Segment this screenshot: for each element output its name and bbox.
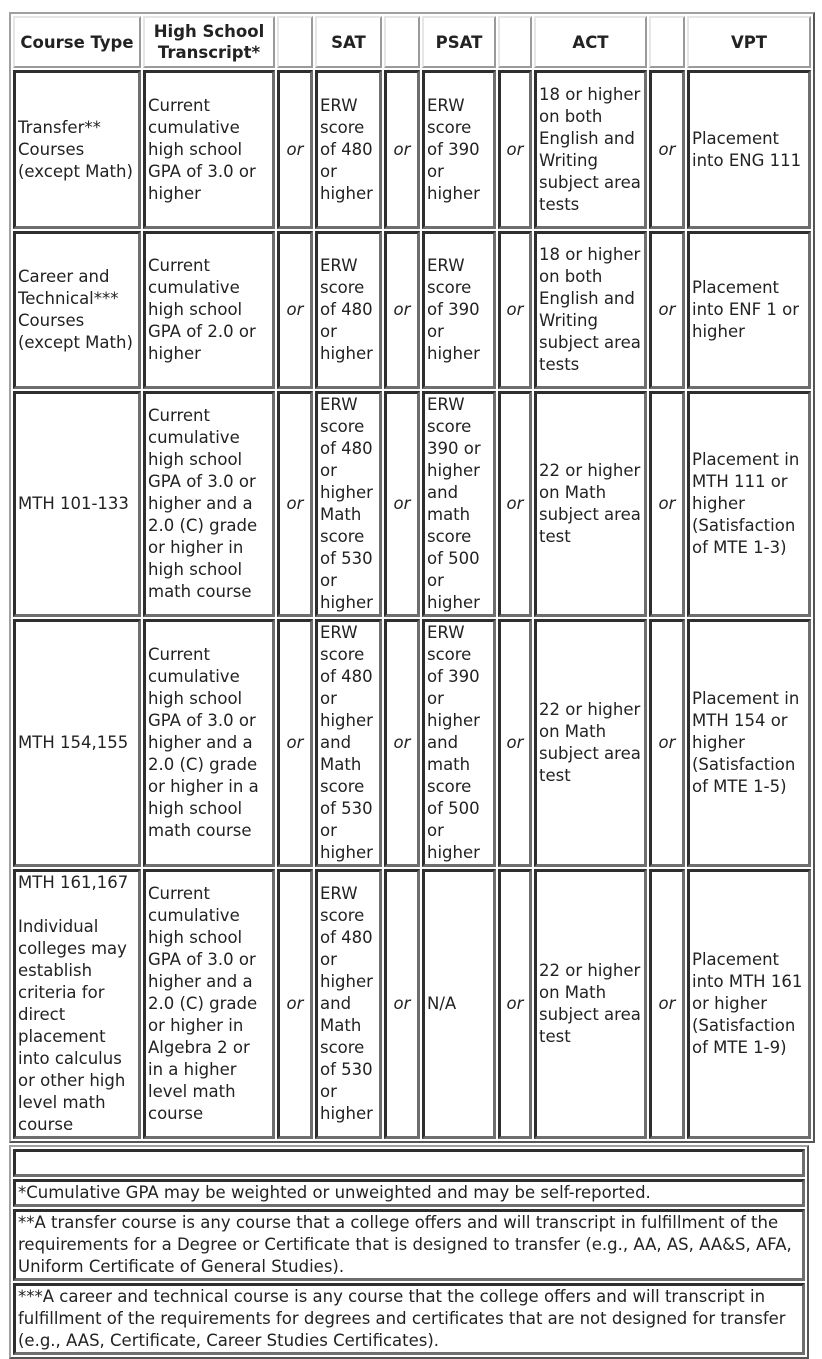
- or-connector: or: [277, 391, 313, 617]
- hs-transcript-cell: Current cumulative high school GPA of 3.0 or higher and a 2.0 (C) grade or higher in a high school math course: [143, 619, 275, 867]
- hs-transcript-cell: Current cumulative high school GPA of 3.0 or higher and a 2.0 (C) grade or higher in high school math course: [143, 391, 275, 617]
- or-connector: or: [277, 70, 313, 229]
- header-or-spacer: [649, 16, 685, 68]
- footnote-career-technical: ***A career and technical course is any course that the college offers and will transcript in fulfillment of the requirements for degrees and certificates that are not designed for transfer (e.g., AAS, Certificate, Career Studies Certificates).: [13, 1283, 805, 1355]
- course-type-cell: [13, 869, 141, 1139]
- header-or-spacer: [384, 16, 420, 68]
- course-type-note: Individual colleges may establish criteria for direct placement into calculus or other high level math course: [18, 917, 127, 1134]
- psat-cell: ERW score of 390 or higher: [422, 70, 496, 229]
- sat-cell: ERW score of 480 or higher and Math score of 530 or higher: [315, 869, 382, 1139]
- vpt-cell: Placement in MTH 154 or higher (Satisfaction of MTE 1-5): [687, 619, 811, 867]
- vpt-cell: Placement into MTH 161 or higher (Satisfaction of MTE 1-9): [687, 869, 811, 1139]
- placement-document: [9, 12, 809, 1359]
- or-connector: or: [498, 391, 532, 617]
- act-cell: 22 or higher on Math subject area test: [534, 391, 647, 617]
- footnote-row: [13, 1283, 805, 1355]
- or-connector: or: [649, 231, 685, 389]
- footnote-row: [13, 1209, 805, 1281]
- act-cell: 18 or higher on both English and Writing subject area tests: [534, 70, 647, 229]
- course-type-cell: MTH 101-133: [13, 391, 141, 617]
- psat-cell: ERW score of 390 or higher and math score of 500 or higher: [422, 619, 496, 867]
- act-cell: 22 or higher on Math subject area test: [534, 619, 647, 867]
- or-connector: or: [384, 869, 420, 1139]
- empty-cell: [13, 1149, 805, 1177]
- course-type-cell: Transfer** Courses (except Math): [13, 70, 141, 229]
- table-row-transfer: [13, 70, 811, 229]
- or-connector: or: [384, 391, 420, 617]
- or-connector: or: [649, 869, 685, 1139]
- hs-transcript-cell: Current cumulative high school GPA of 3.0 or higher and a 2.0 (C) grade or higher in Algebra 2 or in a higher level math course: [143, 869, 275, 1139]
- header-hs-transcript: High School Transcript*: [143, 16, 275, 68]
- header-vpt: VPT: [687, 16, 811, 68]
- placement-criteria-table: [9, 12, 815, 1143]
- hs-transcript-cell: Current cumulative high school GPA of 3.0 or higher: [143, 70, 275, 229]
- vpt-cell: Placement in MTH 111 or higher (Satisfaction of MTE 1-3): [687, 391, 811, 617]
- or-connector: or: [649, 391, 685, 617]
- or-connector: or: [498, 869, 532, 1139]
- or-connector: or: [277, 231, 313, 389]
- footnote-transfer: **A transfer course is any course that a college offers and will transcript in fulfillment of the requirements for a Degree or Certificate that is designed to transfer (e.g., AA, AS, AA&S, AFA, Uniform Certificate of General Studies).: [13, 1209, 805, 1281]
- table-row-mth-101-133: [13, 391, 811, 617]
- footnotes-table: [9, 1145, 809, 1359]
- or-connector: or: [277, 619, 313, 867]
- psat-cell: ERW score 390 or higher and math score of 500 or higher: [422, 391, 496, 617]
- psat-cell: ERW score of 390 or higher: [422, 231, 496, 389]
- table-row-career-technical: [13, 231, 811, 389]
- sat-cell: ERW score of 480 or higher and Math score of 530 or higher: [315, 619, 382, 867]
- blank-line: [18, 894, 136, 916]
- footnote-gpa: *Cumulative GPA may be weighted or unweighted and may be self-reported.: [13, 1179, 805, 1207]
- header-course-type: Course Type: [13, 16, 141, 68]
- course-type-code: MTH 161,167: [18, 873, 129, 892]
- footnote-empty-row: [13, 1149, 805, 1177]
- table-row-mth-161-167: [13, 869, 811, 1139]
- or-connector: or: [498, 70, 532, 229]
- hs-transcript-cell: Current cumulative high school GPA of 2.0 or higher: [143, 231, 275, 389]
- sat-cell: ERW score of 480 or higher Math score of 530 or higher: [315, 391, 382, 617]
- header-row: [13, 16, 811, 68]
- header-or-spacer: [277, 16, 313, 68]
- course-type-cell: MTH 154,155: [13, 619, 141, 867]
- or-connector: or: [649, 70, 685, 229]
- header-or-spacer: [498, 16, 532, 68]
- or-connector: or: [498, 619, 532, 867]
- psat-cell: N/A: [422, 869, 496, 1139]
- header-act: ACT: [534, 16, 647, 68]
- header-psat: PSAT: [422, 16, 496, 68]
- header-sat: SAT: [315, 16, 382, 68]
- or-connector: or: [649, 619, 685, 867]
- or-connector: or: [384, 70, 420, 229]
- sat-cell: ERW score of 480 or higher: [315, 70, 382, 229]
- footnote-row: [13, 1179, 805, 1207]
- table-row-mth-154-155: [13, 619, 811, 867]
- or-connector: or: [277, 869, 313, 1139]
- or-connector: or: [384, 231, 420, 389]
- course-type-cell: Career and Technical*** Courses (except Math): [13, 231, 141, 389]
- act-cell: 22 or higher on Math subject area test: [534, 869, 647, 1139]
- vpt-cell: Placement into ENG 111: [687, 70, 811, 229]
- act-cell: 18 or higher on both English and Writing subject area tests: [534, 231, 647, 389]
- sat-cell: ERW score of 480 or higher: [315, 231, 382, 389]
- or-connector: or: [384, 619, 420, 867]
- vpt-cell: Placement into ENF 1 or higher: [687, 231, 811, 389]
- or-connector: or: [498, 231, 532, 389]
